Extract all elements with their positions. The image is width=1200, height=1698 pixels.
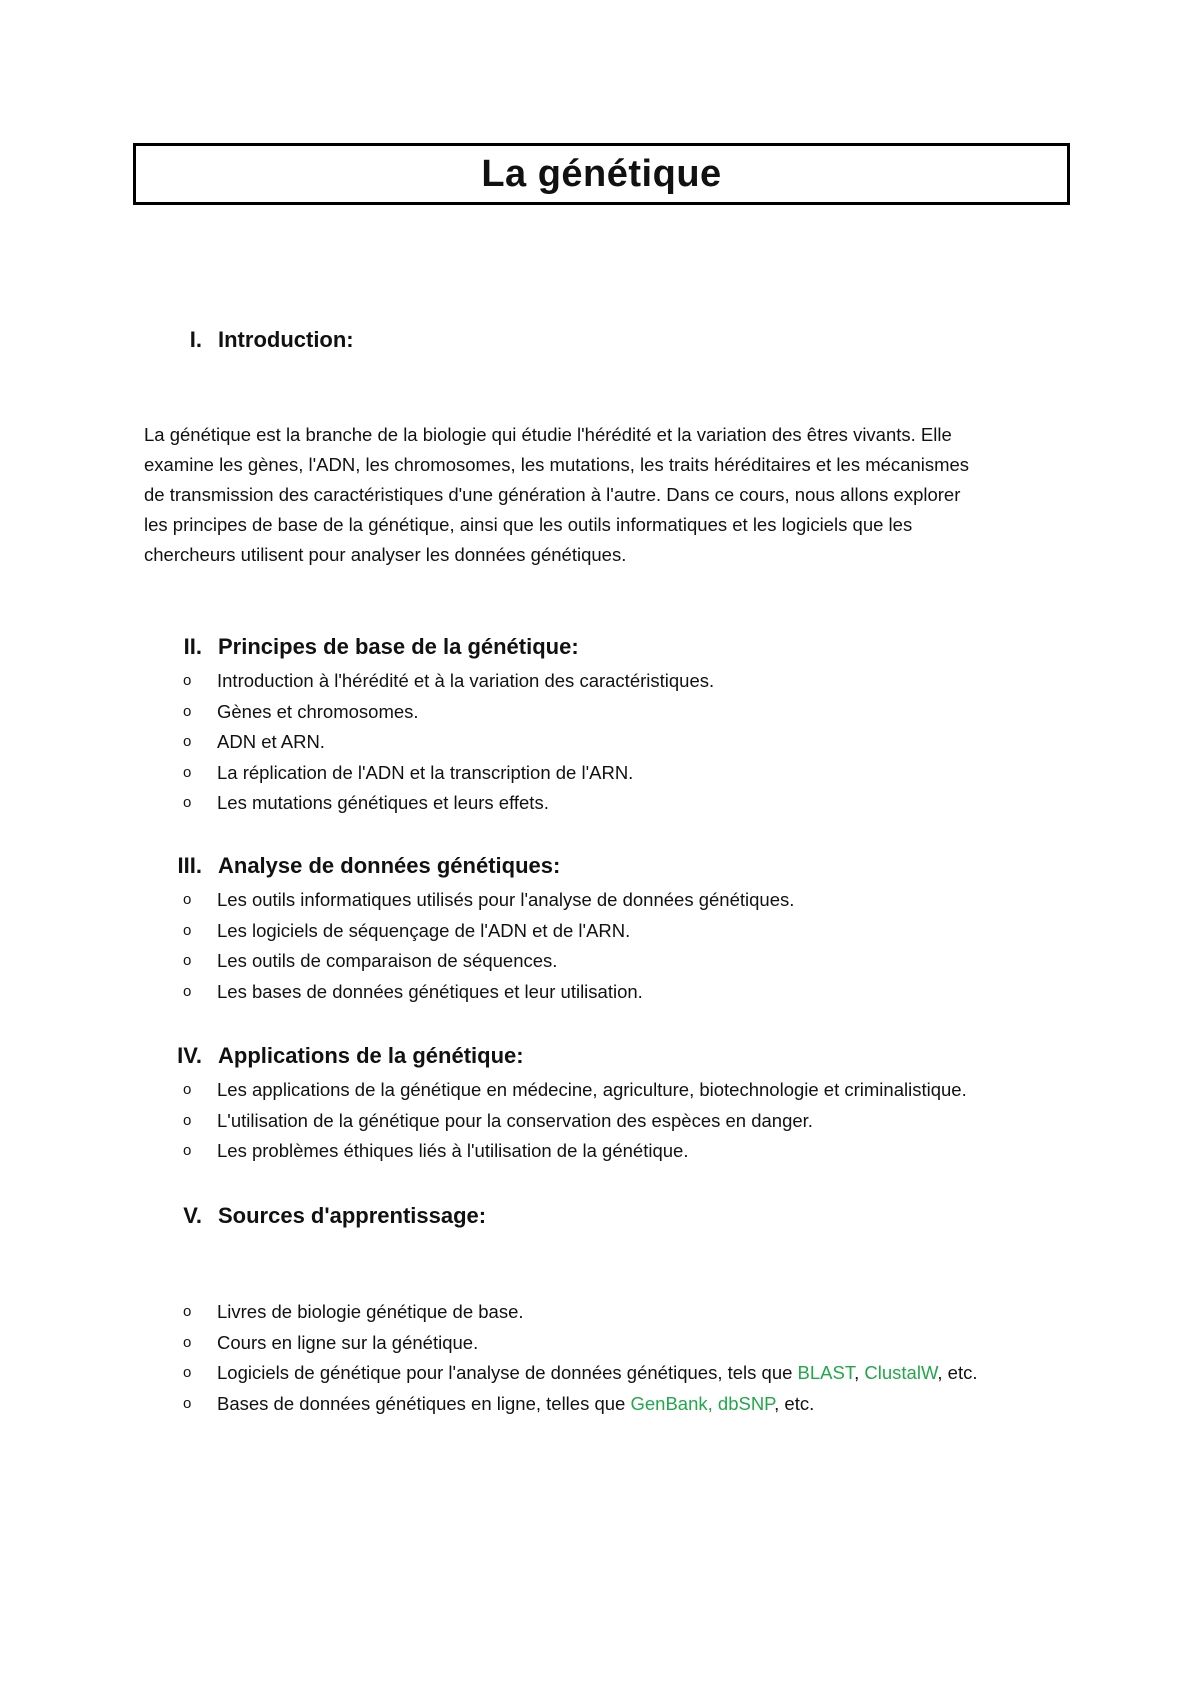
intro-line: de transmission des caractéristiques d'une génération à l'autre. Dans ce cours, nous allons explorer (144, 484, 961, 505)
section-heading-introduction (140, 327, 354, 353)
bullet-glyph: o (183, 1364, 192, 1382)
section-title: Analyse de données génétiques: (218, 853, 561, 878)
list-item: o Introduction à l'hérédité et à la variation des caractéristiques. (183, 666, 714, 697)
section-number: III. (177, 853, 202, 878)
list-item: o Les bases de données génétiques et leur utilisation. (183, 977, 794, 1008)
bullet-glyph: o (183, 982, 192, 1000)
bullet-glyph: o (183, 794, 192, 812)
list-item: o Bases de données génétiques en ligne, telles que GenBank, dbSNP, etc. (183, 1389, 978, 1420)
list-item: o L'utilisation de la génétique pour la conservation des espèces en danger. (183, 1106, 967, 1137)
bullet-glyph: o (183, 702, 192, 720)
section-title: Principes de base de la génétique: (218, 634, 579, 659)
list-item: o Les outils de comparaison de séquences. (183, 946, 794, 977)
list-item: o Livres de biologie génétique de base. (183, 1297, 978, 1328)
bullet-glyph: o (183, 1142, 192, 1160)
section-heading-analyse (140, 853, 560, 879)
list-item: o Les problèmes éthiques liés à l'utilisation de la génétique. (183, 1136, 967, 1167)
section-heading-sources (140, 1203, 486, 1229)
section-title: Sources d'apprentissage: (218, 1203, 487, 1228)
section-heading-principes (140, 634, 579, 660)
list-item: o Les outils informatiques utilisés pour l'analyse de données génétiques. (183, 885, 794, 916)
bullet-glyph: o (183, 1081, 192, 1098)
section-title: Introduction: (218, 327, 354, 352)
bullet-glyph: o (183, 733, 192, 751)
list-item: o Les mutations génétiques et leurs effets. (183, 788, 714, 819)
list-item: o Les applications de la génétique en médecine, agriculture, biotechnologie et criminalistique. (183, 1075, 967, 1106)
section-number: IV. (177, 1043, 202, 1068)
title-box (133, 143, 1070, 205)
bullet-glyph: o (183, 921, 192, 939)
blast-link[interactable]: BLAST (797, 1362, 855, 1384)
page-title: La génétique (481, 152, 722, 195)
list-item: o Gènes et chromosomes. (183, 697, 714, 728)
bullet-glyph: o (183, 1333, 192, 1351)
bullet-glyph: o (183, 952, 192, 970)
bullet-glyph: o (183, 891, 192, 908)
clustalw-link[interactable]: ClustalW (864, 1362, 938, 1384)
list-item: o Logiciels de génétique pour l'analyse de données génétiques, tels que BLAST, ClustalW, etc. (183, 1358, 978, 1389)
analyse-list (183, 885, 794, 1007)
bullet-glyph: o (183, 1111, 192, 1129)
applications-list (183, 1075, 967, 1167)
intro-line: La génétique est la branche de la biologie qui étudie l'hérédité et la variation des êtres vivants. Elle (144, 424, 952, 445)
intro-line: examine les gènes, l'ADN, les chromosomes, les mutations, les traits héréditaires et les mécanismes (144, 454, 970, 475)
section-heading-applications (140, 1043, 524, 1069)
section-number: I. (189, 327, 202, 352)
bullet-glyph: o (183, 763, 192, 781)
bullet-glyph: o (183, 672, 192, 689)
list-item: o La réplication de l'ADN et la transcription de l'ARN. (183, 758, 714, 789)
intro-line: chercheurs utilisent pour analyser les données génétiques. (144, 544, 627, 565)
section-title: Applications de la génétique: (218, 1043, 524, 1068)
introduction-paragraph (144, 420, 1044, 570)
list-item: o ADN et ARN. (183, 727, 714, 758)
intro-line: les principes de base de la génétique, ainsi que les outils informatiques et les logiciels que les (144, 514, 913, 535)
list-item: o Cours en ligne sur la génétique. (183, 1328, 978, 1359)
principes-list (183, 666, 714, 819)
bullet-glyph: o (183, 1394, 192, 1412)
list-item: o Les logiciels de séquençage de l'ADN et de l'ARN. (183, 916, 794, 947)
genbank-dbsnp-link[interactable]: GenBank, dbSNP (630, 1392, 775, 1414)
section-number: V. (183, 1203, 202, 1228)
bullet-glyph: o (183, 1303, 192, 1320)
sources-list (183, 1297, 978, 1419)
section-number: II. (183, 634, 202, 659)
